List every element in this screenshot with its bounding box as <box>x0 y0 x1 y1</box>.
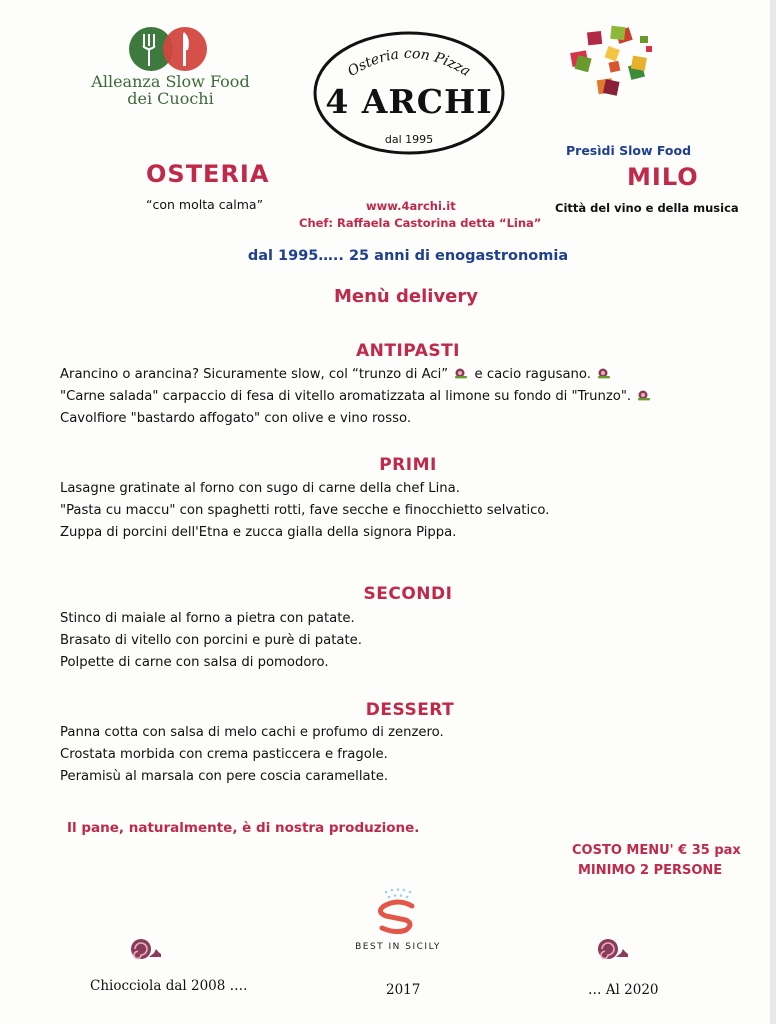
tagline: dal 1995….. 25 anni di enogastronomia <box>247 248 569 264</box>
antipasti-list <box>60 364 653 430</box>
list-item: "Pasta cu maccu" con spaghetti rotti, fave secche e finocchietto selvatico. <box>60 503 550 518</box>
snail-icon <box>597 368 611 379</box>
list-item: Polpette di carne con salsa di pomodoro. <box>60 655 329 670</box>
snail-icon <box>637 390 651 401</box>
primi-list <box>60 478 549 544</box>
section-title-antipasti: ANTIPASTI <box>355 341 461 361</box>
bread-note: Il pane, naturalmente, è di nostra produzione. <box>67 820 420 836</box>
presidi-logo <box>566 18 662 98</box>
footer-center-text: 2017 <box>386 982 421 998</box>
list-item: Cavolfiore "bastardo affogato" con olive e vino rosso. <box>60 411 412 426</box>
logo-since: dal 1995 <box>384 133 434 146</box>
logo-arc-text: Osteria con Pizza <box>345 45 474 80</box>
list-item: Brasato di vitello con porcini e purè di patate. <box>60 633 362 648</box>
milo-title: MILO <box>627 163 699 191</box>
alleanza-line-1: Alleanza Slow Food <box>91 72 250 91</box>
quattro-archi-logo <box>312 30 506 156</box>
menu-title: Menù delivery <box>334 286 478 307</box>
footer-right-text: … Al 2020 <box>588 982 659 998</box>
logo-name: 4 ARCHI <box>325 82 493 121</box>
alleanza-line-2: dei Cuochi <box>127 89 214 108</box>
alleanza-logo <box>78 24 263 114</box>
list-item: Peramisù al marsala con pere coscia caramellate. <box>60 769 389 784</box>
best-in-sicily-logo <box>340 888 456 958</box>
snail-icon <box>454 368 468 379</box>
item-text: Arancino o arancina? Sicuramente slow, col “trunzo di Aci” <box>60 367 449 382</box>
list-item <box>60 386 653 408</box>
website-link[interactable]: www.4archi.it <box>366 199 456 213</box>
price-line-2: MINIMO 2 PERSONE <box>578 863 723 878</box>
dessert-list <box>60 722 444 788</box>
osteria-title: OSTERIA <box>146 160 270 188</box>
milo-subtitle: Città del vino e della musica <box>555 201 739 215</box>
list-item: Zuppa di porcini dell'Etna e zucca gialla della signora Pippa. <box>60 525 457 540</box>
best-in-sicily-s-icon <box>372 888 424 936</box>
list-item: Stinco di maiale al forno a pietra con patate. <box>60 611 355 626</box>
list-item <box>60 364 653 386</box>
price-line-1: COSTO MENU' € 35 pax <box>572 843 741 858</box>
slow-food-snail-icon <box>127 937 163 963</box>
osteria-subtitle: “con molta calma” <box>146 197 264 212</box>
section-title-secondi: SECONDI <box>363 584 453 604</box>
svg-text:Osteria con Pizza <box>345 46 473 80</box>
secondi-list <box>60 608 362 674</box>
list-item: Lasagne gratinate al forno con sugo di carne della chef Lina. <box>60 481 460 496</box>
item-text: "Carne salada" carpaccio di fesa di vitello aromatizzata al limone su fondo di "Trunzo". <box>60 389 632 404</box>
slow-food-snail-icon <box>594 937 630 963</box>
chef-line: Chef: Raffaela Castorina detta “Lina” <box>299 216 542 230</box>
item-text: e cacio ragusano. <box>474 367 591 382</box>
fork-knife-circles-icon <box>128 26 214 72</box>
list-item: Panna cotta con salsa di melo cachi e profumo di zenzero. <box>60 725 444 740</box>
presidi-mosaic-icon <box>566 18 662 98</box>
footer-left-text: Chiocciola dal 2008 …. <box>90 978 248 994</box>
section-title-primi: PRIMI <box>379 455 437 475</box>
list-item: Crostata morbida con crema pasticcera e fragole. <box>60 747 388 762</box>
page-edge-shadow <box>770 0 776 1024</box>
section-title-dessert: DESSERT <box>365 700 455 720</box>
best-in-sicily-label: BEST IN SICILY <box>355 942 441 952</box>
presidi-label: Presìdi Slow Food <box>566 143 692 158</box>
